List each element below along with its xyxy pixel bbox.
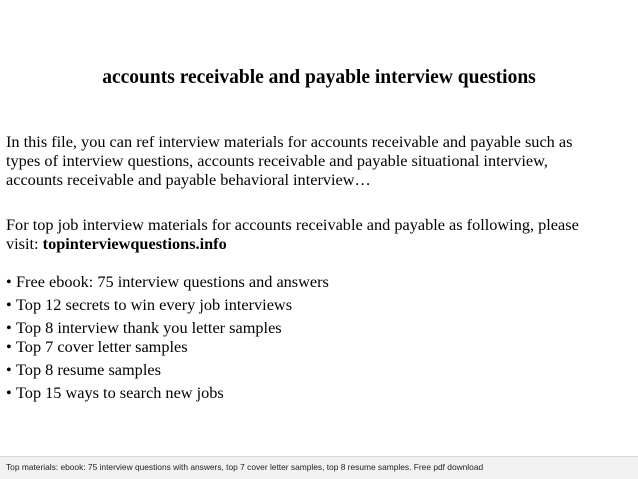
list-item-label: Top 8 interview thank you letter samples [16, 318, 282, 337]
bullet-icon: • [6, 318, 12, 337]
bullet-icon: • [6, 295, 12, 314]
list-item [6, 318, 634, 337]
site-link[interactable]: topinterviewquestions.info [42, 234, 227, 253]
intro-line: types of interview questions, accounts receivable and payable situational interview, [6, 151, 548, 170]
intro-line: accounts receivable and payable behavioral interview… [6, 170, 371, 189]
list-item [6, 337, 634, 356]
list-item [6, 360, 634, 379]
top-job-line: For top job interview materials for accounts receivable and payable as following, please [6, 215, 579, 234]
bullet-icon: • [6, 272, 12, 291]
list-item [6, 295, 634, 314]
intro-paragraph [6, 132, 634, 189]
bullet-icon: • [6, 337, 12, 356]
slide-title: accounts receivable and payable interview questions [102, 67, 536, 88]
materials-list [6, 272, 634, 402]
bullet-icon: • [6, 360, 12, 379]
list-item-label: Free ebook: 75 interview questions and answers [16, 272, 329, 291]
footer-text: Top materials: ebook: 75 interview questions with answers, top 7 cover letter samples, top 8 resume samples. Free pdf download [6, 462, 484, 472]
intro-line: In this file, you can ref interview materials for accounts receivable and payable such as [6, 132, 573, 151]
list-item-label: Top 15 ways to search new jobs [16, 383, 224, 402]
list-item-label: Top 8 resume samples [16, 360, 161, 379]
list-item [6, 272, 634, 291]
list-item-label: Top 12 secrets to win every job interviews [16, 295, 293, 314]
bullet-icon: • [6, 383, 12, 402]
top-job-paragraph [6, 215, 634, 253]
visit-prefix: visit: [6, 234, 43, 253]
footer-bar [0, 456, 638, 479]
visit-line [6, 234, 634, 253]
list-item-label: Top 7 cover letter samples [16, 337, 188, 356]
list-item [6, 383, 634, 402]
